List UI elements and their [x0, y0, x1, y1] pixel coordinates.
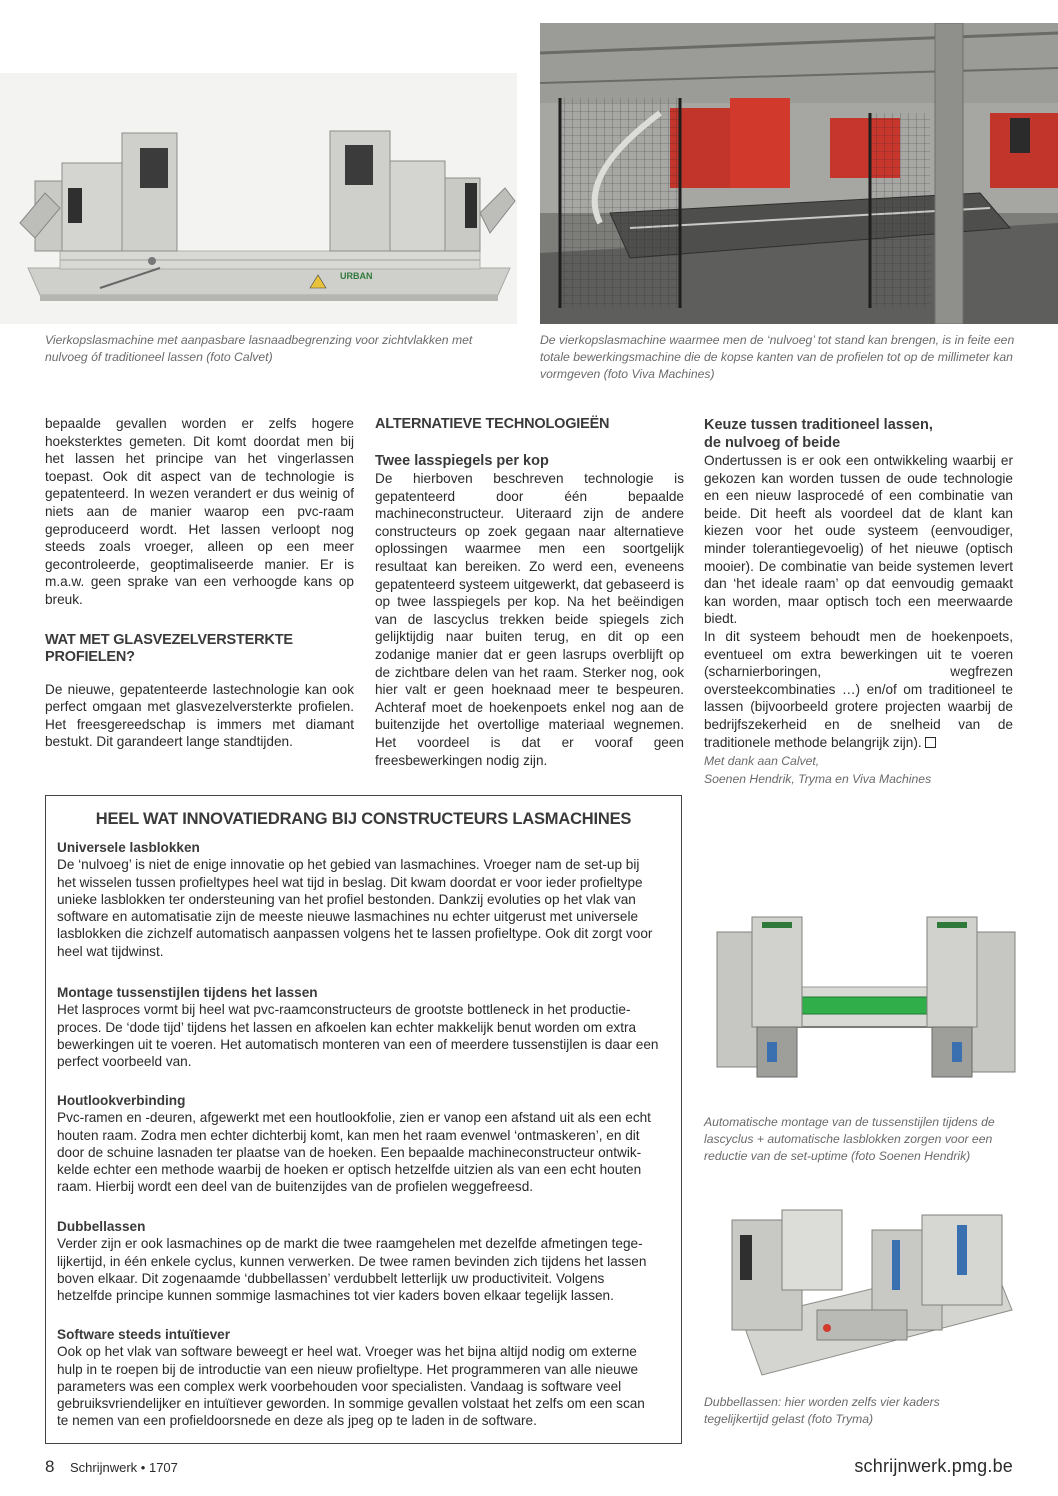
box-line: te nemen van een profieldoorsnede en deze als jpeg op te laden in de software.	[57, 1413, 537, 1429]
end-of-article-box-icon	[925, 737, 936, 748]
col3-heading-keuze: Keuze tussen traditioneel lassen, de nulvoeg of beide	[704, 417, 933, 451]
box-line: raam. Hierbij wordt een deel van de buitenzijdes van de profielen weggefreesd.	[57, 1179, 534, 1195]
box-line: proces. De ‘dode tijd’ tijdens het lassen en afkoelen kan echter makkelijk benut worden om extra	[57, 1019, 637, 1035]
col1-paragraph-1: bepaalde gevallen worden er zelfs hogere hoeksterktes gemeten. Dit komt doordat men bij het lassen het principe van het vingerlassen toepast. Ook dit aspect van de technologie is gepatenteerd. In wezen verandert er dus weinig of niets aan de manier waarop een pvc-raam geproduceerd wordt. Het lassen verloopt nog steeds zoals vroeger, alleen op een meer gecontroleerde, geoptimaliseerde manier. Er is m.a.w. geen sprake van een verhoogde kans op breuk.	[45, 416, 354, 607]
box-line: unieke lasblokken ter ondersteuning van het profiel bestonden. Dankzij evoluties op het vlak van	[57, 891, 636, 907]
photo-double-welding-machine	[722, 1200, 1018, 1385]
sidebar-bottom-photo-caption: Dubbellassen: hier worden zelfs vier kaders tegelijkertijd gelast (foto Tryma)	[704, 1395, 940, 1426]
box-section-heading: Montage tussenstijlen tijdens het lassen	[57, 985, 318, 1000]
col3-paragraph-1: Ondertussen is er ook een ontwikkeling waarbij er gekozen kan worden tussen de oude technologie en een nieuw lasprocedé of een combinatie van beide. Dit heeft als voordeel dat de klant kan kiezen voor het oude systeem (eenvoudiger, minder tolerantiegevoelig) of het nieuwe (optisch mooier). De combinatie van beide systemen levert dan ‘het ideale raam’ op dat eenvoudig gemaakt kan worden, maar optisch toch een meerwaarde biedt.	[704, 453, 1013, 627]
thanks-line-2: Soenen Hendrik, Tryma en Viva Machines	[704, 771, 932, 786]
box-line: lijkertijd, in één enkele cyclus, kunnen verwerken. De twee ramen bevinden zich tijdens het lassen	[57, 1253, 647, 1269]
machine-brand-label: URBAN	[340, 271, 373, 281]
box-line: hetzelfde principe kunnen sommige lasmachines tot vier kaders boven elkaar tegelijk lassen.	[57, 1288, 614, 1304]
box-line: hulp in te roepen bij de introductie van een nieuw profieltype. Het programmeren van alle nieuwe	[57, 1361, 639, 1377]
box-section-dubbellassen	[57, 1218, 675, 1304]
box-line: lasblokken die zichzelf automatisch aanpassen volgens het te lassen profieltype. Ook dit zorgt voor	[57, 926, 653, 942]
page-number: 8	[45, 1457, 55, 1476]
box-section-heading: Software steeds intuïtiever	[57, 1327, 230, 1342]
article-column-2	[375, 416, 684, 769]
box-section-lasblokken	[57, 839, 675, 960]
box-section-heading: Dubbellassen	[57, 1219, 146, 1234]
website-url[interactable]: schrijnwerk.pmg.be	[854, 1456, 1013, 1476]
box-section-heading: Universele lasblokken	[57, 840, 200, 855]
article-column-1	[45, 415, 354, 751]
box-line: Verder zijn er ook lasmachines op de markt die twee raamgehelen met dezelfde afmetingen tege-	[57, 1236, 643, 1252]
box-line: door de schuine lasnaden ter plaatse van de hoeken. Een bepaalde machineconstructeur ontwik-	[57, 1144, 642, 1160]
box-line: kelde echter een methode waarbij de hoeken er optisch hetzelfde uitzien als van een echt houten	[57, 1162, 642, 1178]
box-line: parameters was een complex werk voorbehouden voor specialisten. Vandaag is software veel	[57, 1378, 622, 1394]
thanks-line-1: Met dank aan Calvet,	[704, 754, 820, 769]
col2-heading-alternatieve: ALTERNATIEVE TECHNOLOGIEËN	[375, 416, 610, 432]
col3-paragraph-2-text: In dit systeem behoudt men de hoekenpoets, eventueel om extra bewerkingen uit te voeren (scharnierboringen, wegfrezen oversteekcombinaties …) en/of om traditioneel te lassen (bijvoorbeeld grotere projecten waarbij de bedrijfszekerheid en de snelheid van de traditionele methode belangrijk zijn).	[704, 628, 1013, 750]
box-section-houtlook	[57, 1092, 675, 1196]
col2-paragraph-1: De hierboven beschreven technologie is gepatenteerd door één bepaalde machineconstructeur. Uiteraard zijn de andere constructeurs op zoek gegaan naar alternatieve oplossingen waarmee men een soortgelijk resultaat kan bereiken. Zo werd een, eveneens gepatenteerd systeem uitgewerkt, dat gebaseerd is op twee lasspiegels per kop. Na het beëindigen van de lascyclus trekken beide spiegels zich gelijktijdig naar buiten terug, en dit op een zodanige manier dat er geen lasrups overblijft op de zichtbare delen van het raam. Sterker nog, ook hier valt er geen hoeknaad meer te bespeuren. Achteraf moet de hoekenpoets enkel nog aan de buitenzijde het overtollige materiaal wegnemen. Het voordeel is dat er vooraf geen freesbewerkingen nodig zijn.	[375, 471, 684, 768]
col3-paragraph-2	[704, 628, 1013, 751]
box-line: heel wat tijdwinst.	[57, 943, 164, 959]
box-line: De ‘nulvoeg’ is niet de enige innovatie op het gebied van lasmachines. Vroeger nam de set-up bij	[57, 857, 640, 873]
top-left-photo-caption: Vierkopslasmachine met aanpasbare lasnaadbegrenzing voor zichtvlakken met nulvoeg óf traditioneel lassen (foto Calvet)	[45, 333, 473, 364]
box-line: boven elkaar. Dit zogenaamde ‘dubbellassen’ verdubbelt letterlijk uw productiviteit. Volgens	[57, 1270, 605, 1286]
photo-automatic-mullion-assembly	[712, 902, 1020, 1092]
photo-four-head-welding-machine-calvet	[0, 73, 517, 324]
col1-paragraph-2: De nieuwe, gepatenteerde lastechnologie kan ook perfect omgaan met glasvezelversterkte profielen. Het freesgereedschap is immers met diamant bestukt. Dit garandeert lange standtijden.	[45, 681, 354, 750]
top-right-photo-caption: De vierkopslasmachine waarmee men de ‘nulvoeg’ tot stand kan brengen, is in feite een totale bewerkingsmachine die de kopse kanten van de profielen tot op de millimeter kan vormgeven (foto Viva Machines)	[540, 333, 1015, 381]
box-line: houten raam. Zodra men echter dichterbij komt, kan men het raam evenwel ‘ontmaskeren’, en dit	[57, 1127, 640, 1143]
box-line: Ook op het vlak van software beweegt er heel wat. Vroeger was het bijna altijd nodig om externe	[57, 1344, 637, 1360]
box-line: Het lasproces vormt bij heel wat pvc-raamconstructeurs de grootste bottleneck in het productie-	[57, 1002, 631, 1018]
box-section-heading: Houtlookverbinding	[57, 1093, 186, 1108]
col2-subheading-lasspiegels: Twee lasspiegels per kop	[375, 452, 549, 469]
box-line: gebruiksvriendelijker en intuïtiever geworden. In sommige gevallen volstaat het zelfs om een scan	[57, 1396, 645, 1412]
innovation-box	[45, 795, 682, 1444]
box-line: het wisselen tussen profieltypes heel wat tijd in beslag. Dit kwam doordat er voor ieder profieltype	[57, 874, 643, 890]
box-line: perfect voorbeeld van.	[57, 1054, 192, 1070]
magazine-issue: Schrijnwerk • 1707	[70, 1460, 178, 1475]
sidebar-top-photo-caption: Automatische montage van de tussenstijlen tijdens de lascyclus + automatische lasblokken zorgen voor een reductie van de set-uptime (foto Soenen Hendrik)	[704, 1115, 995, 1163]
box-section-software	[57, 1326, 675, 1430]
article-column-3	[704, 417, 1013, 788]
box-line: Pvc-ramen en -deuren, afgewerkt met een houtlookfolie, zien er vanop een afstand uit als een echt	[57, 1110, 651, 1126]
col1-heading-glasvezel: WAT MET GLASVEZELVERSTERKTE PROFIELEN?	[45, 631, 293, 666]
box-line: bewerkingen uit te voeren. Het automatisch monteren van een of meerdere tussenstijlen is daar een	[57, 1036, 659, 1052]
box-line: software en automatisatie zijn de meeste nieuwe lasmachines nu echter uitgerust met universele	[57, 909, 639, 925]
innovation-box-title: HEEL WAT INNOVATIEDRANG BIJ CONSTRUCTEURS LASMACHINES	[95, 810, 632, 828]
photo-welding-line-workshop-viva	[540, 23, 1058, 324]
box-section-tussenstijlen	[57, 984, 675, 1070]
